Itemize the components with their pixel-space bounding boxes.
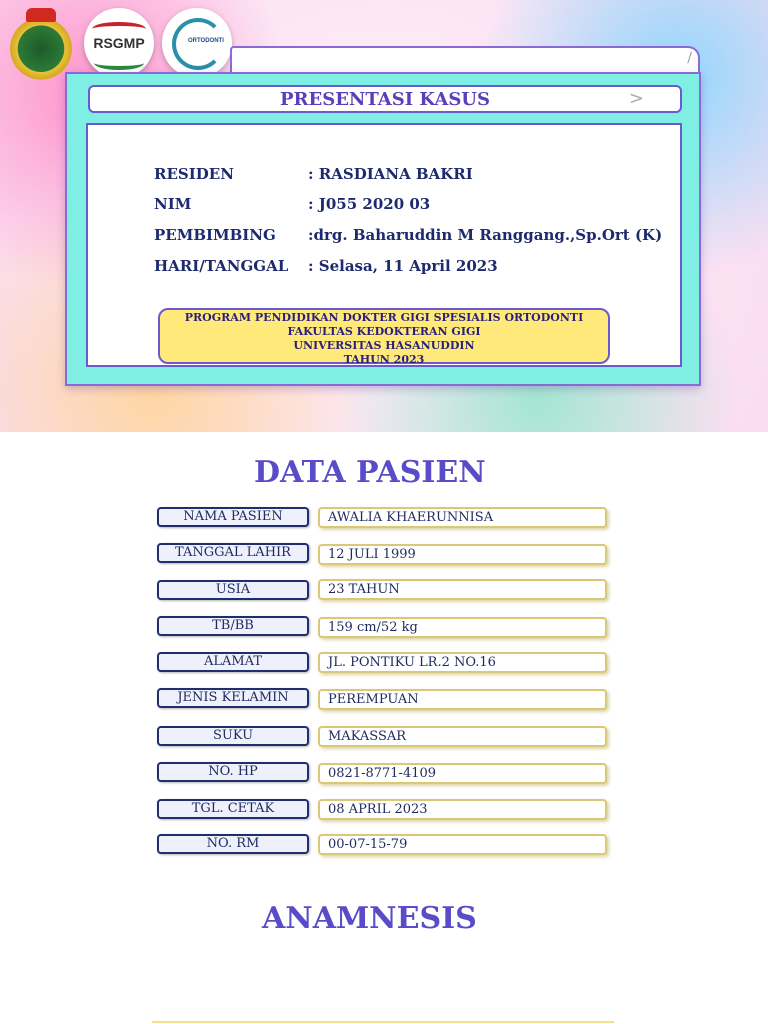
- info-value: : Selasa, 11 April 2023: [308, 257, 498, 275]
- program-line: TAHUN 2023: [343, 353, 425, 366]
- field-label: NO. RM: [157, 834, 309, 854]
- field-value: 12 JULI 1999: [318, 544, 607, 565]
- program-line: UNIVERSITAS HASANUDDIN: [293, 339, 475, 352]
- field-value: PEREMPUAN: [318, 689, 607, 710]
- program-line: PROGRAM PENDIDIKAN DOKTER GIGI SPESIALIS ORTODONTI: [184, 311, 584, 324]
- info-label: HARI/TANGGAL: [154, 257, 289, 275]
- field-label: ALAMAT: [157, 652, 309, 672]
- field-label: JENIS KELAMIN: [157, 688, 309, 708]
- title-slide: [0, 0, 768, 432]
- info-label: NIM: [154, 195, 192, 213]
- info-value: : J055 2020 03: [308, 195, 431, 213]
- title-bar: [88, 85, 682, 113]
- field-label: TANGGAL LAHIR: [157, 543, 309, 563]
- field-label: NAMA PASIEN: [157, 507, 309, 527]
- field-label: TB/BB: [157, 616, 309, 636]
- info-row-residen: [154, 165, 473, 183]
- ortho-logo-text: ORTODONTI: [188, 38, 224, 44]
- field-value: 00-07-15-79: [318, 834, 607, 855]
- program-line: FAKULTAS KEDOKTERAN GIGI: [287, 325, 481, 338]
- presentation-title: PRESENTASI KASUS: [279, 88, 491, 110]
- field-label: USIA: [157, 580, 309, 600]
- field-value: 23 TAHUN: [318, 579, 607, 600]
- rsgmp-logo: [84, 8, 154, 78]
- slash-icon: ∕: [687, 50, 692, 66]
- ortho-ring-icon: [172, 18, 224, 70]
- field-value: AWALIA KHAERUNNISA: [318, 507, 607, 528]
- info-value: : RASDIANA BAKRI: [308, 165, 473, 183]
- info-row-pembimbing: [154, 226, 663, 244]
- university-crest-icon: [10, 8, 72, 82]
- divider: [152, 1021, 614, 1023]
- anamnesis-title: ANAMNESIS: [262, 901, 477, 936]
- chevron-right-icon: >: [628, 88, 644, 109]
- card-tab: [230, 46, 700, 72]
- info-label: RESIDEN: [154, 165, 234, 183]
- field-value: JL. PONTIKU LR.2 NO.16: [318, 652, 607, 673]
- field-label: SUKU: [157, 726, 309, 746]
- info-row-nim: [154, 195, 431, 213]
- program-box: [158, 308, 610, 364]
- field-value: 159 cm/52 kg: [318, 617, 607, 638]
- rsgmp-logo-text: RSGMP: [93, 35, 145, 51]
- info-value: :drg. Baharuddin M Ranggang.,Sp.Ort (K): [308, 226, 663, 244]
- field-value: MAKASSAR: [318, 726, 607, 747]
- crown-icon: [26, 8, 56, 22]
- info-row-hari-tanggal: [154, 257, 498, 275]
- field-value: 0821-8771-4109: [318, 763, 607, 784]
- info-box: [86, 123, 682, 367]
- orthodontics-logo: [162, 8, 232, 78]
- field-label: TGL. CETAK: [157, 799, 309, 819]
- field-label: NO. HP: [157, 762, 309, 782]
- info-label: PEMBIMBING: [154, 226, 276, 244]
- data-pasien-title: DATA PASIEN: [254, 455, 486, 490]
- field-value: 08 APRIL 2023: [318, 799, 607, 820]
